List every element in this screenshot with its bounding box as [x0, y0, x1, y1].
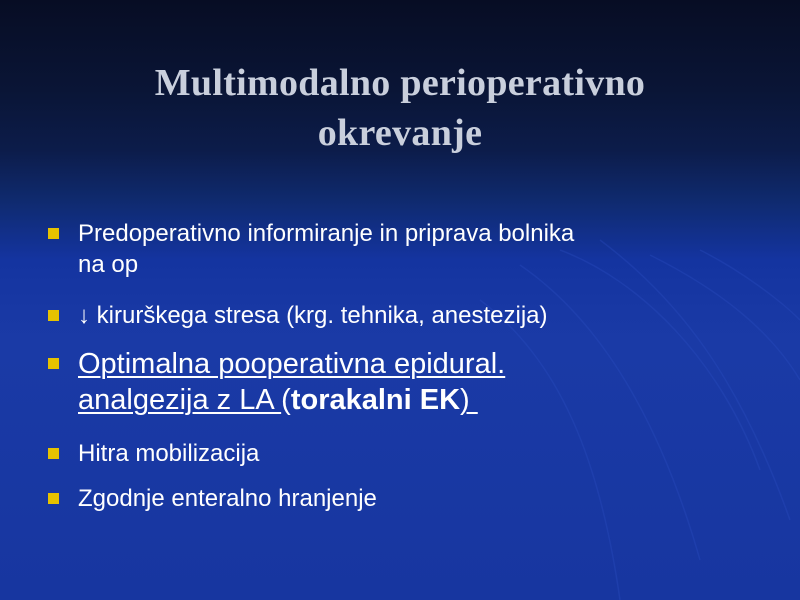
analgesia-bold: torakalni EK — [290, 384, 461, 416]
bullet-square-icon — [48, 358, 59, 369]
bullet-square-icon — [48, 228, 59, 239]
bullet-square-icon — [48, 310, 59, 321]
bullet-text: Optimalna pooperativna epidural. analgezija z LA (torakalni EK) — [78, 348, 506, 416]
title-line-2: okrevanje — [317, 112, 483, 154]
bullet-square-icon — [48, 493, 59, 504]
bullet-text: Zgodnje enteralno hranjenje — [78, 485, 377, 512]
title-line-1: Multimodalno perioperativno — [154, 62, 646, 104]
bullet-text: Hitra mobilizacija — [78, 440, 260, 467]
analgesia-line-2: analgezija z LA — [78, 384, 282, 416]
bullet-text: ↓ kirurškega stresa (krg. tehnika, anestezija) — [78, 302, 548, 329]
bullet-text: Predoperativno informiranje in priprava bolnika na op — [78, 220, 575, 278]
analgesia-line-1: Optimalna pooperativna epidural. — [78, 348, 506, 380]
bullet-square-icon — [48, 448, 59, 459]
